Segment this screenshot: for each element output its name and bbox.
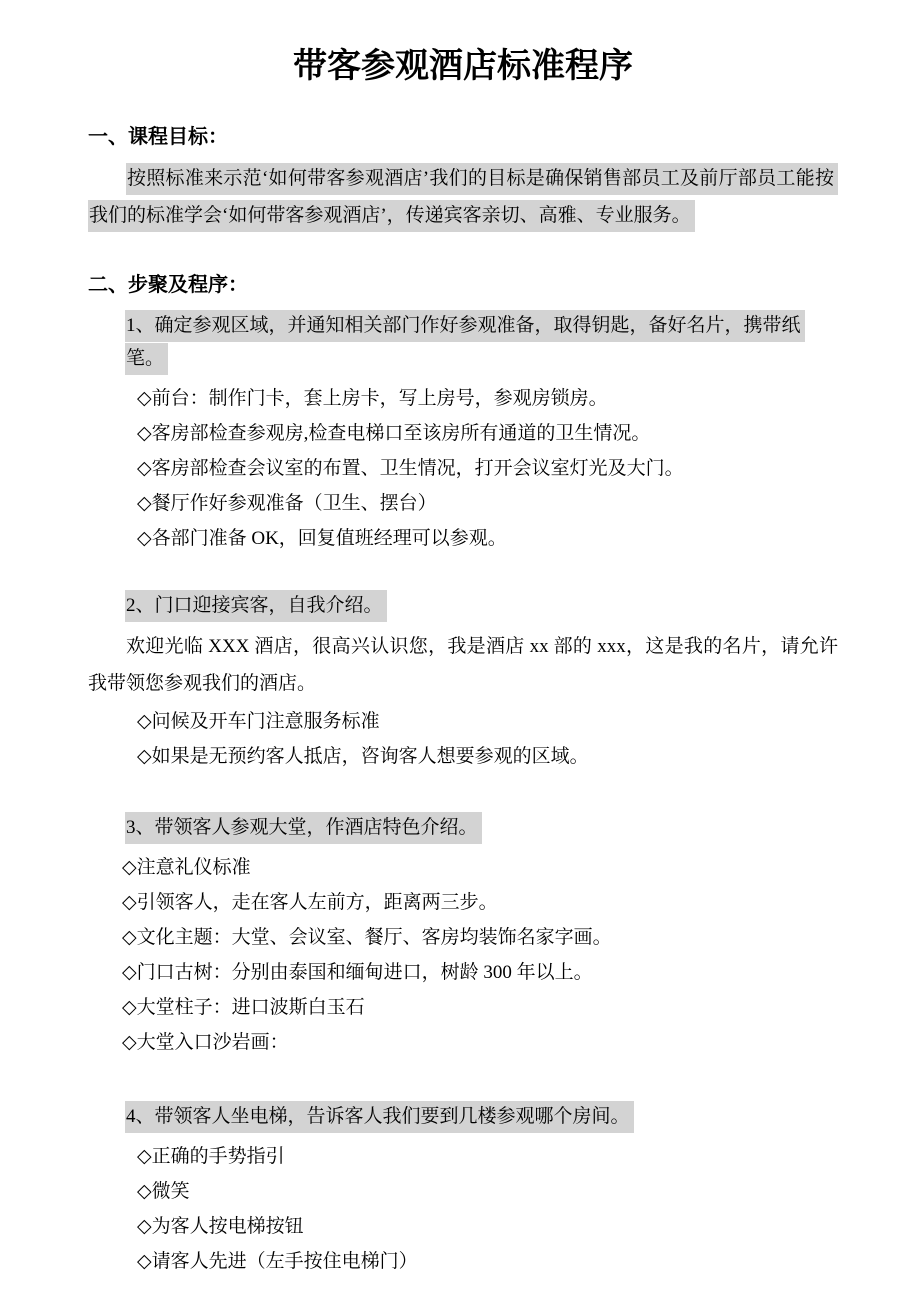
step-4-title [125,1100,838,1133]
step-1-title [125,309,838,375]
step-2-title [125,589,838,622]
procedure-step-3 [88,811,838,1060]
list-item: ◇正确的手势指引 [137,1146,285,1167]
list-item: ◇大堂柱子：进口波斯白玉石 [122,997,365,1018]
list-item: ◇为客人按电梯按钮 [137,1216,304,1237]
step-1-title-highlight: 1、确定参观区域，并通知相关部门作好参观准备，取得钥匙，备好名片，携带纸笔。 [125,310,805,375]
goals-paragraph-highlight: 按照标准来示范‘如何带客参观酒店’我们的目标是确保销售部员工及前厅部员工能按我们的标准学会‘如何带客参观酒店’，传递宾客亲切、高雅、专业服务。 [88,163,838,232]
list-item: ◇餐厅作好参观准备（卫生、摆台） [137,493,437,514]
document-title: 带客参观酒店标准程序 [293,48,633,85]
procedure-step-1 [88,309,838,556]
section-goals-heading: 一、课程目标： [88,126,228,148]
section-procedure-heading: 二、步聚及程序： [88,274,248,296]
list-item: ◇大堂入口沙岩画： [122,1032,289,1053]
procedure-step-4 [88,1100,838,1279]
step-2-paragraph: 欢迎光临 XXX 酒店，很高兴认识您，我是酒店 xx 部的 xxx，这是我的名片，请允许我带领您参观我们的酒店。 [88,636,838,694]
step-3-title-highlight: 3、带领客人参观大堂，作酒店特色介绍。 [125,812,482,844]
list-item: ◇前台：制作门卡，套上房卡，写上房号，参观房锁房。 [137,388,608,409]
step-3-items [88,850,838,1060]
list-item: ◇各部门准备 OK，回复值班经理可以参观。 [137,528,507,549]
step-2-items [88,704,838,774]
list-item: ◇门口古树：分别由泰国和缅甸进口，树龄 300 年以上。 [122,962,593,983]
list-item: ◇问候及开车门注意服务标准 [137,711,380,732]
list-item: ◇微笑 [137,1181,190,1202]
step-4-title-highlight: 4、带领客人坐电梯，告诉客人我们要到几楼参观哪个房间。 [125,1101,634,1133]
step-3-title [125,811,838,844]
goals-paragraph [88,160,838,234]
list-item: ◇注意礼仪标准 [122,857,251,878]
list-item: ◇引领客人，走在客人左前方，距离两三步。 [122,892,498,913]
list-item: ◇文化主题：大堂、会议室、餐厅、客房均装饰名家字画。 [122,927,612,948]
list-item: ◇客房部检查参观房,检查电梯口至该房所有通道的卫生情况。 [137,423,651,444]
step-4-items [88,1139,838,1279]
list-item: ◇客房部检查会议室的布置、卫生情况，打开会议室灯光及大门。 [137,458,684,479]
list-item: ◇如果是无预约客人抵店，咨询客人想要参观的区域。 [137,746,589,767]
list-item: ◇请客人先进（左手按住电梯门） [137,1251,418,1272]
procedure-step-2 [88,589,838,774]
step-1-items [88,381,838,556]
step-2-title-highlight: 2、门口迎接宾客，自我介绍。 [125,590,387,622]
